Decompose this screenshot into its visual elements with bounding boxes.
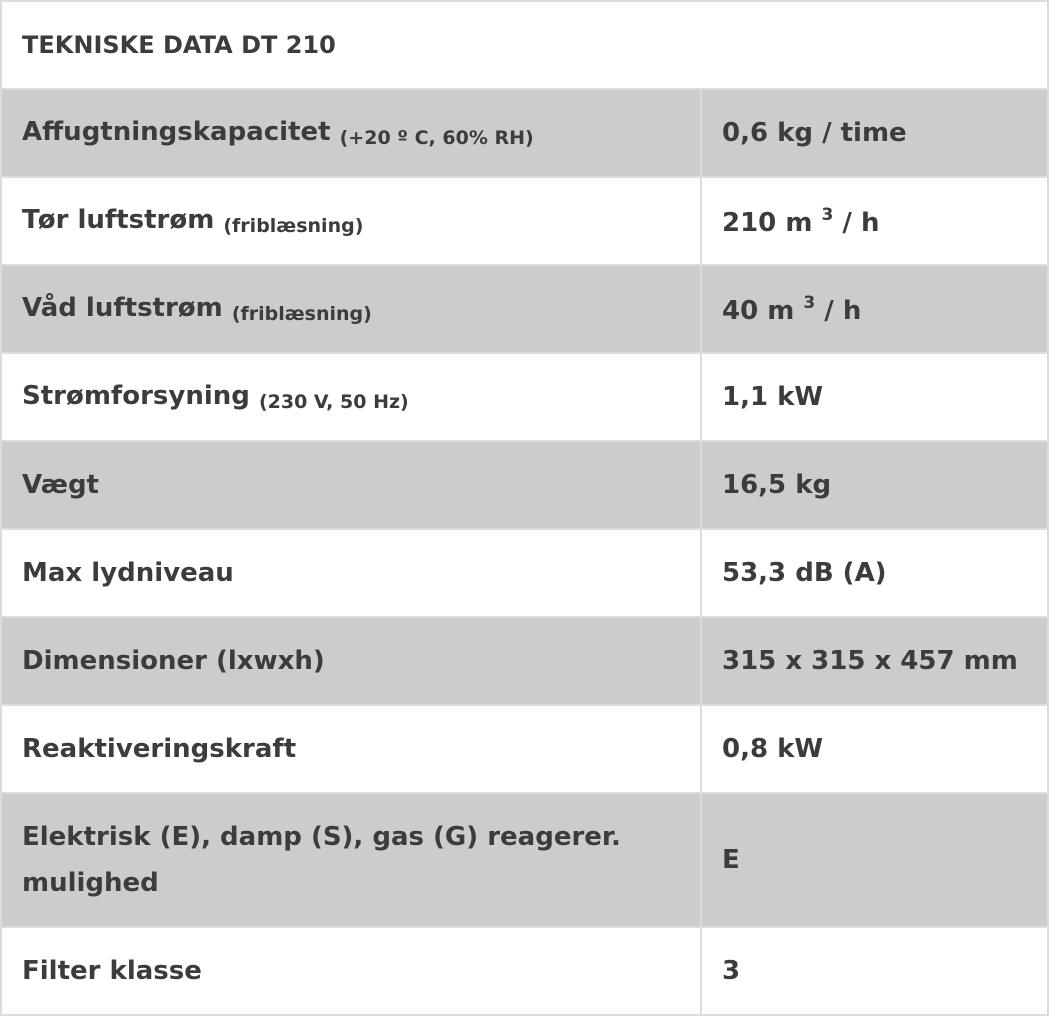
table-row xyxy=(1,89,1048,177)
spec-value: 315 x 315 x 457 mm xyxy=(701,617,1048,705)
spec-label: Vægt xyxy=(1,441,701,529)
spec-value: 210 m xyxy=(722,207,813,238)
table-row xyxy=(1,529,1048,617)
table-row xyxy=(1,927,1048,1015)
spec-label-cell xyxy=(1,353,701,441)
spec-note: (friblæsning) xyxy=(231,303,372,325)
spec-value-exponent: 3 xyxy=(803,292,816,313)
spec-label-cell xyxy=(1,89,701,177)
spec-value: E xyxy=(701,793,1048,927)
spec-label: Affugtningskapacitet xyxy=(22,117,331,147)
spec-value: 0,6 kg / time xyxy=(701,89,1048,177)
spec-value-cell xyxy=(701,177,1048,265)
spec-value-exponent: 3 xyxy=(821,204,834,225)
spec-value-suffix: / h xyxy=(824,295,862,326)
table-title: TEKNISKE DATA DT 210 xyxy=(1,1,1048,89)
spec-value: 40 m xyxy=(722,295,795,326)
spec-label: Reaktiveringskraft xyxy=(1,705,701,793)
table-row xyxy=(1,705,1048,793)
spec-note: (friblæsning) xyxy=(223,215,364,237)
table-header-row xyxy=(1,1,1048,89)
spec-label-cell xyxy=(1,265,701,353)
spec-note: (230 V, 50 Hz) xyxy=(258,391,409,413)
spec-note: (+20 º C, 60% RH) xyxy=(339,127,534,149)
spec-label: Våd luftstrøm xyxy=(22,293,223,323)
table-row xyxy=(1,793,1048,927)
table-row xyxy=(1,353,1048,441)
spec-value: 1,1 kW xyxy=(701,353,1048,441)
spec-value: 3 xyxy=(701,927,1048,1015)
spec-label: Max lydniveau xyxy=(1,529,701,617)
table-row xyxy=(1,177,1048,265)
spec-label: Elektrisk (E), damp (S), gas (G) reagerer. mulighed xyxy=(1,793,701,927)
spec-label: Dimensioner (lxwxh) xyxy=(1,617,701,705)
table-row xyxy=(1,617,1048,705)
spec-label-cell xyxy=(1,177,701,265)
spec-value-suffix: / h xyxy=(842,207,880,238)
table-row xyxy=(1,441,1048,529)
spec-value: 16,5 kg xyxy=(701,441,1048,529)
spec-label: Filter klasse xyxy=(1,927,701,1015)
spec-value: 53,3 dB (A) xyxy=(701,529,1048,617)
spec-value-cell xyxy=(701,265,1048,353)
spec-value: 0,8 kW xyxy=(701,705,1048,793)
table-row xyxy=(1,265,1048,353)
spec-label: Tør luftstrøm xyxy=(22,205,215,235)
spec-label: Strømforsyning xyxy=(22,381,250,411)
